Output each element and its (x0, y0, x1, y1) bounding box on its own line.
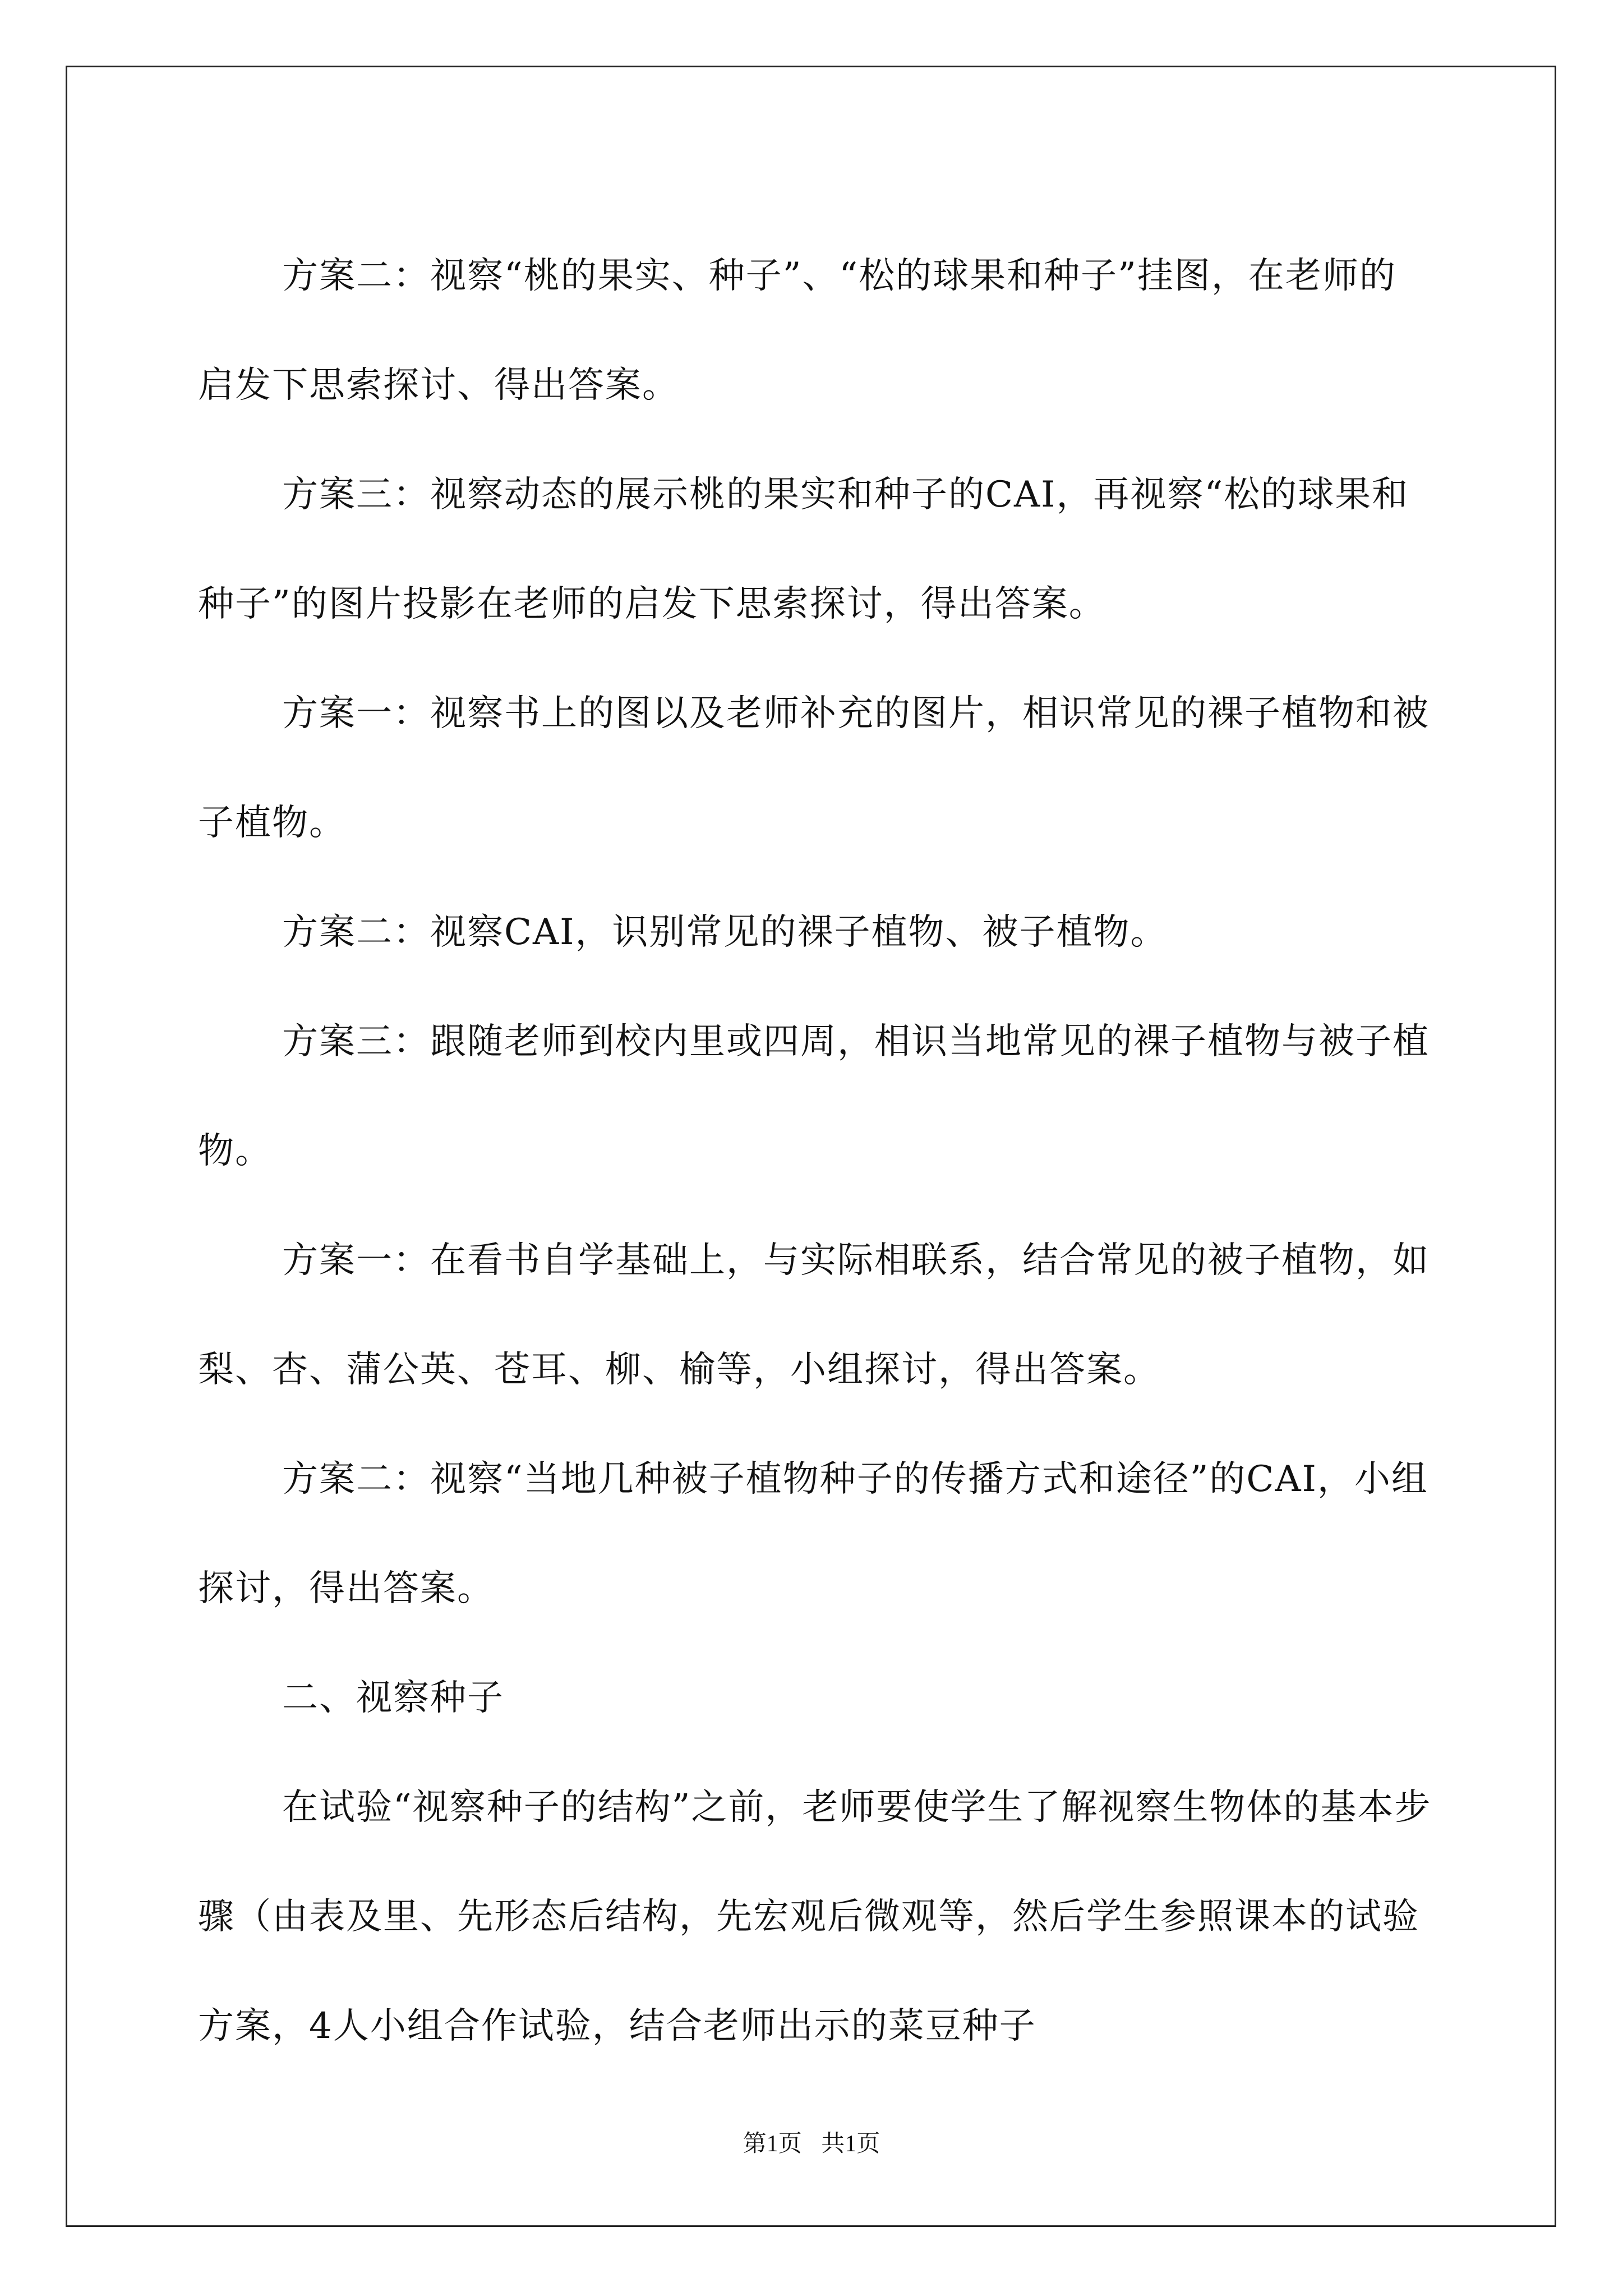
paragraph: 方案二：视察CAI，识别常见的裸子植物、被子植物。 (282, 912, 1168, 953)
paragraph: 方案一：在看书自学基础上，与实际相联系，结合常见的被子植物，如梨、杏、蒲公英、苍耳、柳、榆等，小组探讨，得出答案。 (198, 1240, 1430, 1391)
paragraph: 方案二：视察“当地几种被子植物种子的传播方式和途径”的CAI，小组探讨，得出答案。 (198, 1458, 1428, 1609)
paragraph: 方案三：视察动态的展示桃的果实和种子的CAI，再视察“松的球果和种子”的图片投影在老师的启发下思索探讨，得出答案。 (198, 474, 1409, 625)
document-body (198, 222, 1432, 2081)
section-heading: 二、视察种子 (282, 1677, 504, 1719)
paragraph: 方案三：跟随老师到校内里或四周，相识当地常见的裸子植物与被子植物。 (198, 1021, 1430, 1172)
page-number: 第1页 (743, 2131, 802, 2157)
page-footer (0, 2127, 1623, 2161)
paragraph: 方案一：视察书上的图以及老师补充的图片，相识常见的裸子植物和被子植物。 (198, 693, 1430, 844)
paragraph: 方案二：视察“桃的果实、种子”、“松的球果和种子”挂图，在老师的启发下思索探讨、得出答案。 (198, 255, 1396, 406)
page-total: 共1页 (821, 2131, 880, 2157)
paragraph: 在试验“视察种子的结构”之前，老师要使学生了解视察生物体的基本步骤（由表及里、先形态后结构，先宏观后微观等，然后学生参照课本的试验方案，4人小组合作试验，结合老师出示的菜豆种子 (198, 1787, 1432, 2047)
